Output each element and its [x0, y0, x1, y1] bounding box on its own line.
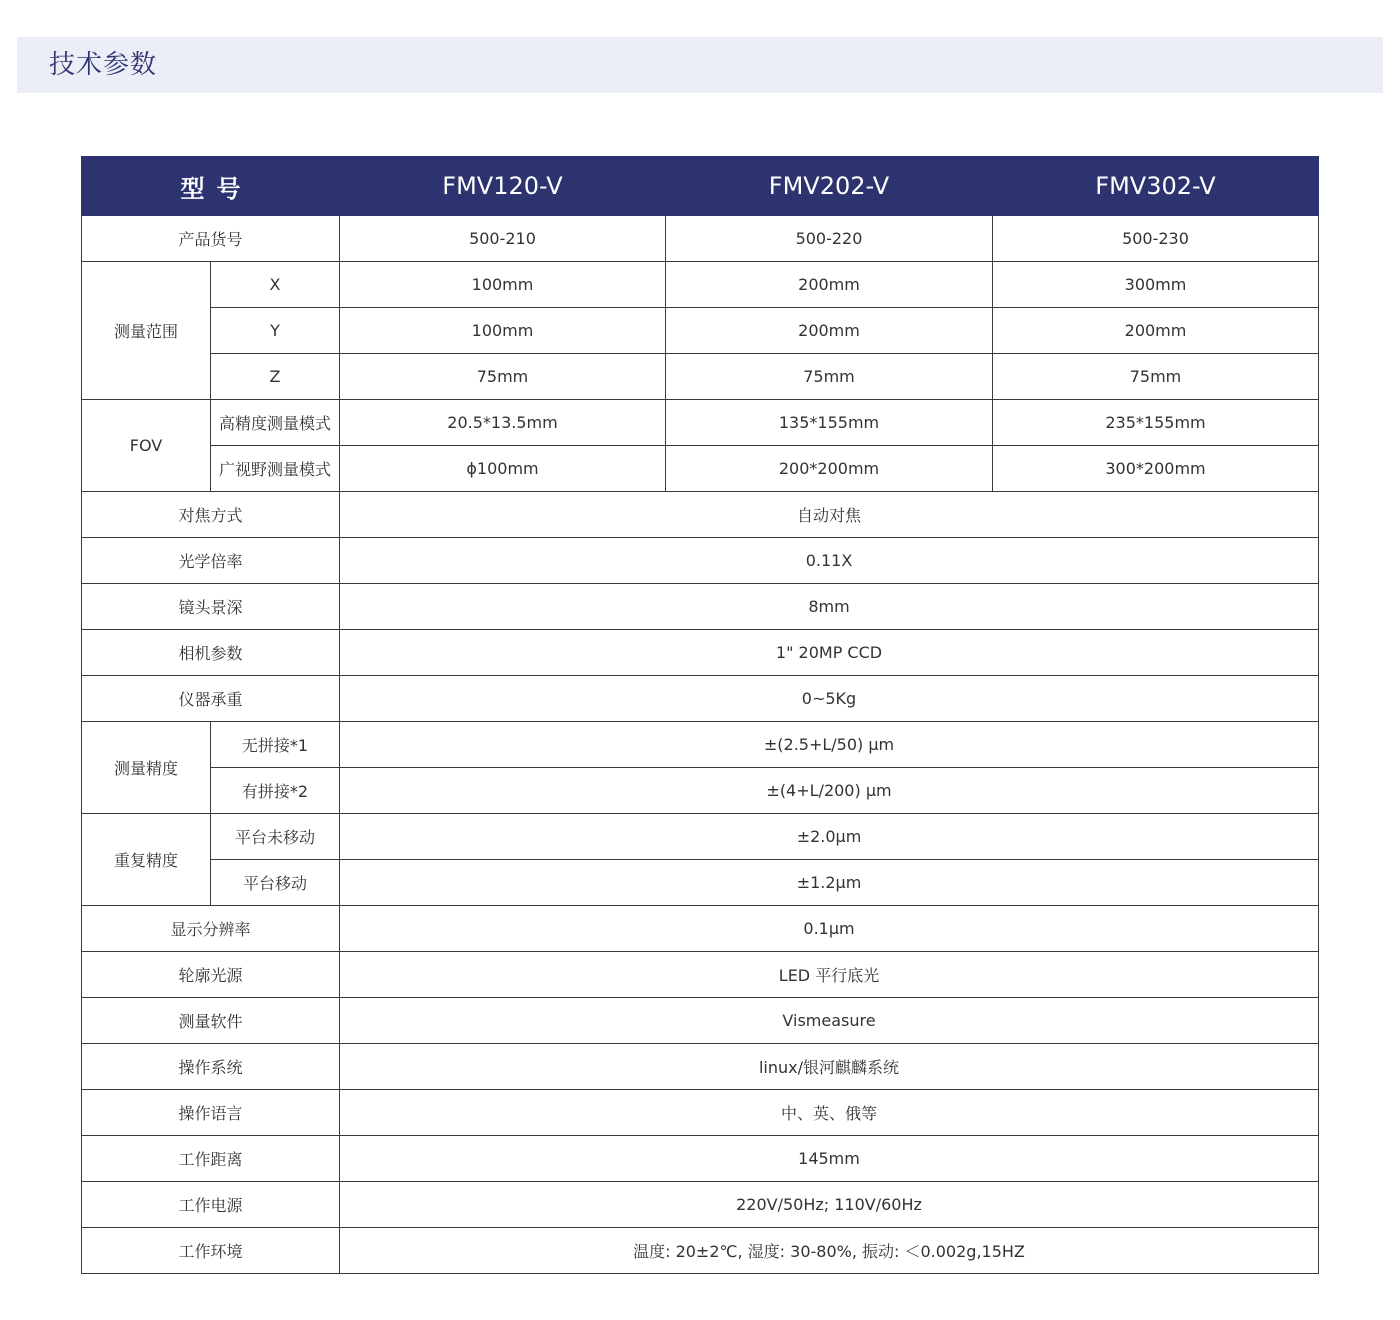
sub-label-static: 平台未移动 — [211, 814, 340, 860]
sub-label-x: X — [211, 262, 340, 308]
table-row — [82, 1136, 1319, 1182]
cell-range-y-3: 200mm — [993, 308, 1319, 354]
cell-repeatability-static: ±2.0μm — [340, 814, 1319, 860]
table-row — [82, 630, 1319, 676]
cell-range-z-1: 75mm — [340, 354, 666, 400]
cell-item-no-1: 500-210 — [340, 216, 666, 262]
table-row — [82, 492, 1319, 538]
table-row — [82, 860, 1319, 906]
table-row — [82, 354, 1319, 400]
model-header-1: FMV120-V — [340, 157, 666, 216]
spec-table — [81, 156, 1319, 1274]
table-row — [82, 768, 1319, 814]
cell-range-z-2: 75mm — [666, 354, 993, 400]
table-row — [82, 538, 1319, 584]
cell-item-no-2: 500-220 — [666, 216, 993, 262]
table-row — [82, 952, 1319, 998]
table-row — [82, 906, 1319, 952]
table-row — [82, 1090, 1319, 1136]
row-label-camera: 相机参数 — [82, 630, 340, 676]
table-row — [82, 584, 1319, 630]
cell-camera: 1" 20MP CCD — [340, 630, 1319, 676]
section-title: 技术参数 — [49, 50, 158, 80]
table-row — [82, 1228, 1319, 1274]
cell-range-y-2: 200mm — [666, 308, 993, 354]
cell-accuracy-no-stitch: ±(2.5+L/50) μm — [340, 722, 1319, 768]
row-label-focus: 对焦方式 — [82, 492, 340, 538]
cell-software: Vismeasure — [340, 998, 1319, 1044]
row-label-load: 仪器承重 — [82, 676, 340, 722]
table-row — [82, 400, 1319, 446]
row-label-environment: 工作环境 — [82, 1228, 340, 1274]
model-header-3: FMV302-V — [993, 157, 1319, 216]
row-label-accuracy: 测量精度 — [82, 722, 211, 814]
cell-light: LED 平行底光 — [340, 952, 1319, 998]
table-row — [82, 722, 1319, 768]
cell-load: 0~5Kg — [340, 676, 1319, 722]
sub-label-y: Y — [211, 308, 340, 354]
cell-os: linux/银河麒麟系统 — [340, 1044, 1319, 1090]
cell-fov-hp-3: 235*155mm — [993, 400, 1319, 446]
cell-power: 220V/50Hz; 110V/60Hz — [340, 1182, 1319, 1228]
sub-label-moving: 平台移动 — [211, 860, 340, 906]
model-header-2: FMV202-V — [666, 157, 993, 216]
cell-range-x-2: 200mm — [666, 262, 993, 308]
cell-item-no-3: 500-230 — [993, 216, 1319, 262]
table-row — [82, 262, 1319, 308]
table-row — [82, 216, 1319, 262]
cell-magnification: 0.11X — [340, 538, 1319, 584]
cell-resolution: 0.1μm — [340, 906, 1319, 952]
row-label-resolution: 显示分辨率 — [82, 906, 340, 952]
cell-focus: 自动对焦 — [340, 492, 1319, 538]
cell-working-distance: 145mm — [340, 1136, 1319, 1182]
cell-language: 中、英、俄等 — [340, 1090, 1319, 1136]
row-label-software: 测量软件 — [82, 998, 340, 1044]
cell-fov-hp-1: 20.5*13.5mm — [340, 400, 666, 446]
cell-fov-wv-3: 300*200mm — [993, 446, 1319, 492]
sub-label-no-stitch: 无拼接*1 — [211, 722, 340, 768]
cell-fov-wv-1: ϕ100mm — [340, 446, 666, 492]
sub-label-stitch: 有拼接*2 — [211, 768, 340, 814]
cell-range-z-3: 75mm — [993, 354, 1319, 400]
table-row — [82, 676, 1319, 722]
row-label-depth-of-field: 镜头景深 — [82, 584, 340, 630]
row-label-fov: FOV — [82, 400, 211, 492]
row-label-language: 操作语言 — [82, 1090, 340, 1136]
cell-accuracy-stitch: ±(4+L/200) μm — [340, 768, 1319, 814]
row-label-working-distance: 工作距离 — [82, 1136, 340, 1182]
model-header-label: 型号 — [82, 157, 340, 216]
table-row — [82, 1044, 1319, 1090]
sub-label-z: Z — [211, 354, 340, 400]
row-label-magnification: 光学倍率 — [82, 538, 340, 584]
cell-range-x-1: 100mm — [340, 262, 666, 308]
row-label-light: 轮廓光源 — [82, 952, 340, 998]
table-row — [82, 446, 1319, 492]
row-label-item-no: 产品货号 — [82, 216, 340, 262]
cell-range-y-1: 100mm — [340, 308, 666, 354]
row-label-power: 工作电源 — [82, 1182, 340, 1228]
cell-depth-of-field: 8mm — [340, 584, 1319, 630]
row-label-repeatability: 重复精度 — [82, 814, 211, 906]
sub-label-high-precision: 高精度测量模式 — [211, 400, 340, 446]
row-label-os: 操作系统 — [82, 1044, 340, 1090]
table-row — [82, 998, 1319, 1044]
cell-fov-wv-2: 200*200mm — [666, 446, 993, 492]
table-row — [82, 1182, 1319, 1228]
cell-environment: 温度: 20±2℃, 湿度: 30-80%, 振动: ＜0.002g,15HZ — [340, 1228, 1319, 1274]
section-header — [17, 37, 1383, 93]
table-row — [82, 814, 1319, 860]
table-row — [82, 308, 1319, 354]
sub-label-wide-view: 广视野测量模式 — [211, 446, 340, 492]
cell-range-x-3: 300mm — [993, 262, 1319, 308]
header-row — [82, 157, 1319, 216]
row-label-range: 测量范围 — [82, 262, 211, 400]
cell-fov-hp-2: 135*155mm — [666, 400, 993, 446]
cell-repeatability-moving: ±1.2μm — [340, 860, 1319, 906]
